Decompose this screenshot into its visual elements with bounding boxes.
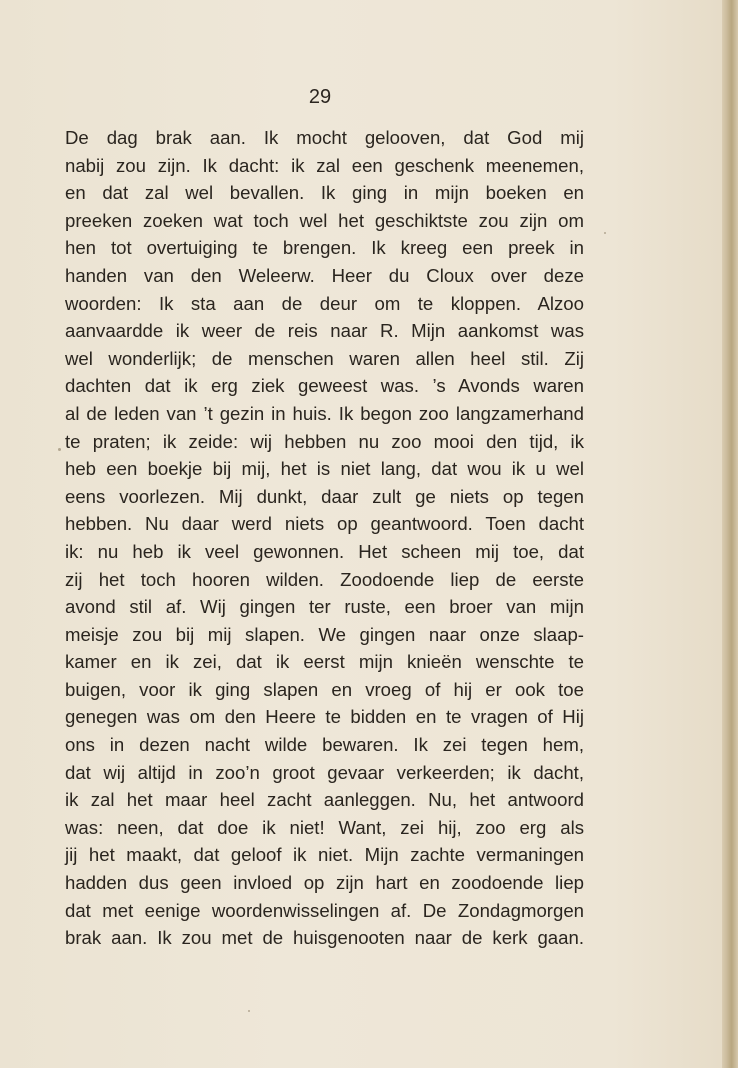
text-line: hen tot overtuiging te brengen. Ik kreeg een preek in xyxy=(65,237,584,259)
text-line: jij het maakt, dat geloof ik niet. Mijn zachte vermaningen xyxy=(65,844,584,866)
text-line: ik zal het maar heel zacht aanleggen. Nu, het antwoord xyxy=(65,789,584,811)
text-line: genegen was om den Heere te bidden en te vragen of Hij xyxy=(65,706,584,728)
text-line: meisje zou bij mij slapen. We gingen naar onze slaap- xyxy=(65,623,584,645)
text-line: heb een boekje bij mij, het is niet lang, dat wou ik u wel xyxy=(65,458,584,480)
text-line: handen van den Weleerw. Heer du Cloux over deze xyxy=(65,264,584,286)
text-line: De dag brak aan. Ik mocht gelooven, dat God mij xyxy=(65,127,584,148)
text-line: avond stil af. Wij gingen ter ruste, een broer van mijn xyxy=(65,596,584,618)
text-line: ik: nu heb ik veel gewonnen. Het scheen mij toe, dat xyxy=(65,540,584,562)
text-line: wel wonderlijk; de menschen waren allen heel stil. Zij xyxy=(65,347,584,369)
body-text xyxy=(65,124,584,952)
text-line: hadden dus geen invloed op zijn hart en zoodoende liep xyxy=(65,872,584,894)
text-line: dat met eenige woordenwisselingen af. De Zondagmorgen xyxy=(65,899,584,921)
text-line: buigen, voor ik ging slapen en vroeg of hij er ook toe xyxy=(65,678,584,700)
text-line: preeken zoeken wat toch wel het geschiktste zou zijn om xyxy=(65,209,584,231)
paper-speck xyxy=(604,232,606,234)
text-line: en dat zal wel bevallen. Ik ging in mijn boeken en xyxy=(65,182,584,204)
text-line: te praten; ik zeide: wij hebben nu zoo mooi den tijd, ik xyxy=(65,430,584,452)
text-line: zij het toch hooren wilden. Zoodoende liep de eerste xyxy=(65,568,584,590)
text-line: eens voorlezen. Mij dunkt, daar zult ge niets op tegen xyxy=(65,485,584,507)
text-line: hebben. Nu daar werd niets op geantwoord. Toen dacht xyxy=(65,513,584,535)
text-line: brak aan. Ik zou met de huisgenooten naar de kerk gaan. xyxy=(65,927,584,949)
page-number: 29 xyxy=(308,86,332,108)
text-line: ons in dezen nacht wilde bewaren. Ik zei tegen hem, xyxy=(65,734,584,756)
paper-speck xyxy=(58,448,61,451)
text-line: kamer en ik zei, dat ik eerst mijn knieën wenschte te xyxy=(65,651,584,673)
text-line: woorden: Ik sta aan de deur om te kloppen. Alzoo xyxy=(65,292,584,314)
text-line: al de leden van ’t gezin in huis. Ik begon zoo langzamerhand xyxy=(65,402,584,424)
page-edge xyxy=(722,0,738,1068)
text-line: was: neen, dat doe ik niet! Want, zei hij, zoo erg als xyxy=(65,816,584,838)
text-line: dat wij altijd in zoo’n groot gevaar verkeerden; ik dacht, xyxy=(65,761,584,783)
text-line: aanvaardde ik weer de reis naar R. Mijn aankomst was xyxy=(65,320,584,342)
text-line: dachten dat ik erg ziek geweest was. ’s Avonds waren xyxy=(65,375,584,397)
paper-speck xyxy=(248,1010,250,1012)
text-line: nabij zou zijn. Ik dacht: ik zal een geschenk meenemen, xyxy=(65,154,584,176)
